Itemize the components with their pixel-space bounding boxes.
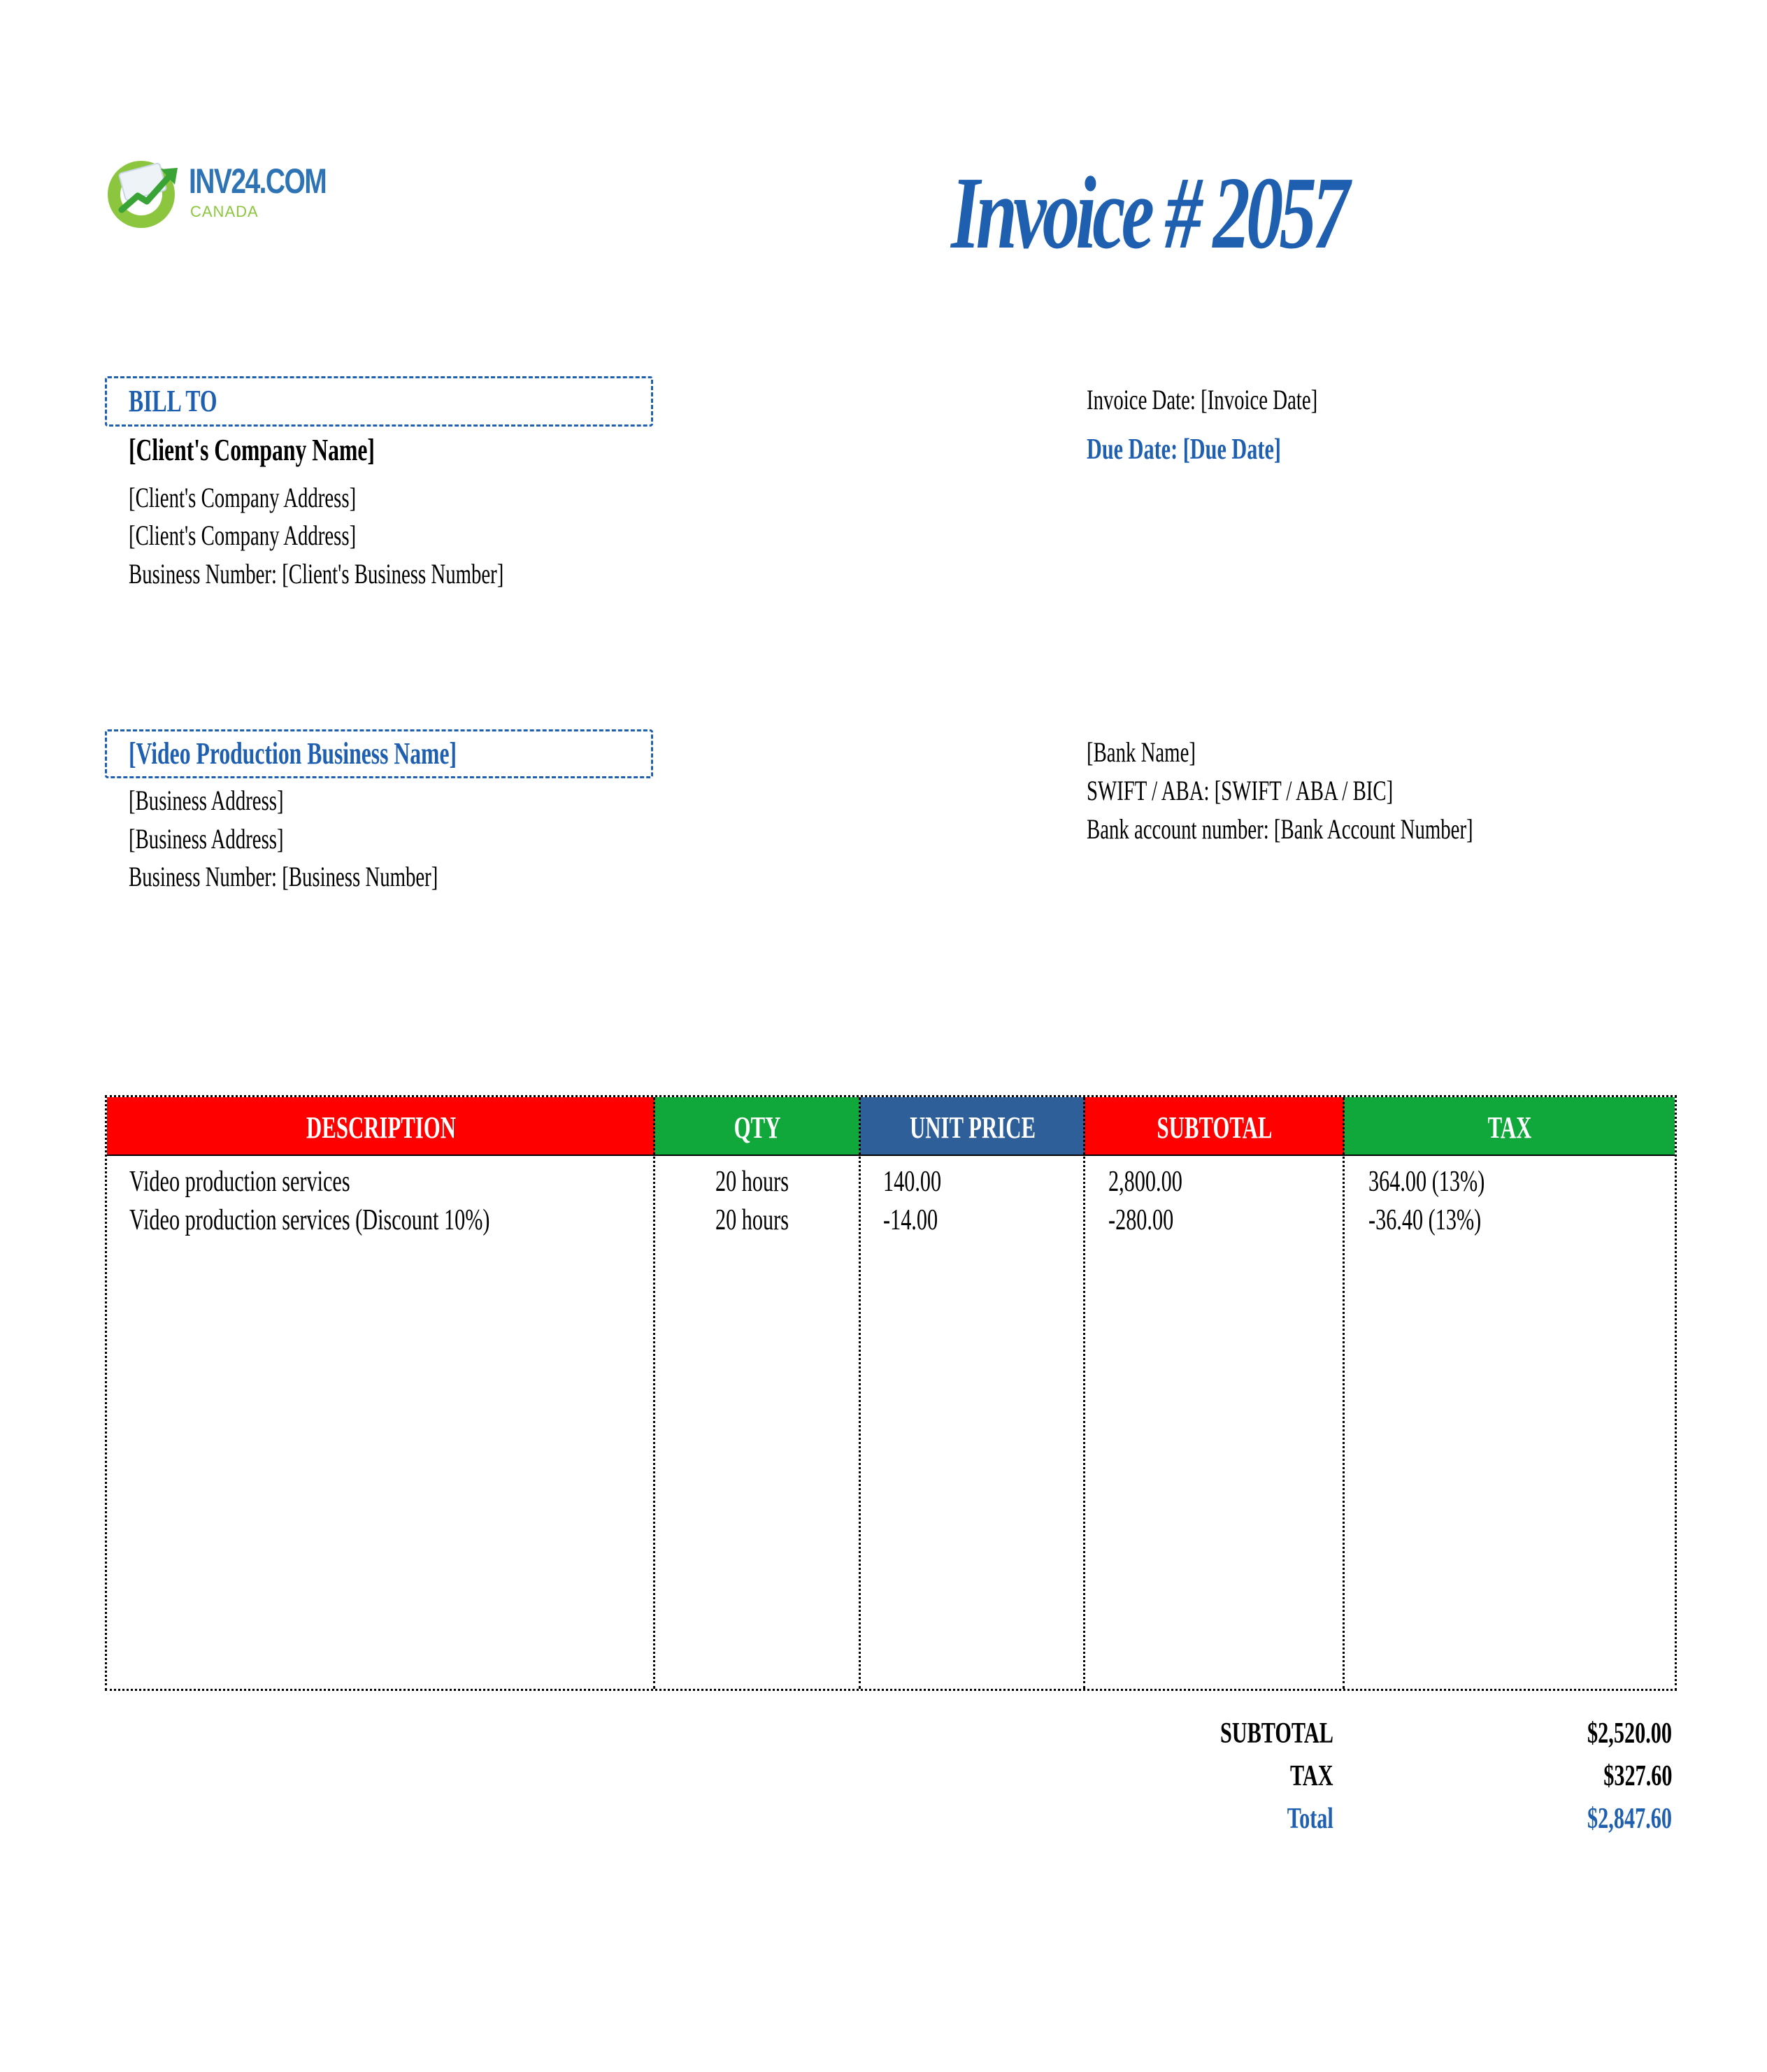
column-divider [1343, 1097, 1345, 1689]
header-unit-price [860, 1097, 1085, 1155]
header-tax-label: TAX [1487, 1110, 1531, 1145]
totals-tax-value: $327.60 [1603, 1760, 1672, 1792]
row1-description: Video production services [129, 1166, 350, 1198]
totals-total-value: $2,847.60 [1587, 1803, 1672, 1835]
header-description [107, 1097, 654, 1155]
line-items-table [105, 1095, 1677, 1691]
row2-description: Video production services (Discount 10%) [129, 1204, 490, 1236]
seller-business-name: [Video Production Business Name] [129, 736, 457, 771]
bank-name: [Bank Name] [1087, 736, 1196, 768]
bank-swift: SWIFT / ABA: [SWIFT / ABA / BIC] [1087, 775, 1394, 806]
header-description-label: DESCRIPTION [306, 1110, 456, 1145]
row2-subtotal: -280.00 [1108, 1204, 1174, 1236]
logo-text: INV24.COM [189, 162, 327, 201]
column-divider [653, 1097, 655, 1689]
header-qty-label: QTY [734, 1110, 781, 1145]
header-subtotal-label: SUBTOTAL [1157, 1110, 1272, 1145]
header-divider [107, 1155, 1675, 1156]
column-divider [1083, 1097, 1085, 1689]
row1-tax: 364.00 (13%) [1368, 1166, 1485, 1198]
seller-address-1: [Business Address] [129, 785, 284, 816]
client-address-1: [Client's Company Address] [129, 482, 357, 513]
totals-subtotal-label: SUBTOTAL [1220, 1717, 1333, 1750]
due-date: Due Date: [Due Date] [1087, 434, 1281, 466]
totals-subtotal-value: $2,520.00 [1587, 1717, 1672, 1750]
logo-subtext: CANADA [190, 203, 259, 220]
client-address-2: [Client's Company Address] [129, 520, 357, 551]
header-qty [654, 1097, 860, 1155]
column-divider [859, 1097, 861, 1689]
client-business-number: Business Number: [Client's Business Number] [129, 558, 504, 590]
header-unit-price-label: UNIT PRICE [909, 1110, 1036, 1145]
invoice-title: Invoice # 2057 [951, 156, 1346, 271]
seller-business-number: Business Number: [Business Number] [129, 861, 438, 892]
company-logo [106, 145, 344, 229]
bank-account-number: Bank account number: [Bank Account Number] [1087, 813, 1473, 845]
invoice-date: Invoice Date: [Invoice Date] [1087, 384, 1318, 415]
bill-to-heading: BILL TO [129, 384, 217, 418]
seller-address-2: [Business Address] [129, 823, 284, 855]
header-subtotal [1085, 1097, 1344, 1155]
row2-tax: -36.40 (13%) [1368, 1204, 1482, 1236]
row2-qty: 20 hours [715, 1204, 789, 1236]
client-company-name: [Client's Company Name] [129, 433, 375, 467]
logo-chart-icon [106, 152, 183, 229]
header-tax [1344, 1097, 1675, 1155]
totals-tax-label: TAX [1290, 1760, 1333, 1792]
totals-total-label: Total [1287, 1803, 1333, 1835]
row1-unit-price: 140.00 [883, 1166, 942, 1198]
row1-subtotal: 2,800.00 [1108, 1166, 1182, 1198]
row2-unit-price: -14.00 [883, 1204, 938, 1236]
row1-qty: 20 hours [715, 1166, 789, 1198]
